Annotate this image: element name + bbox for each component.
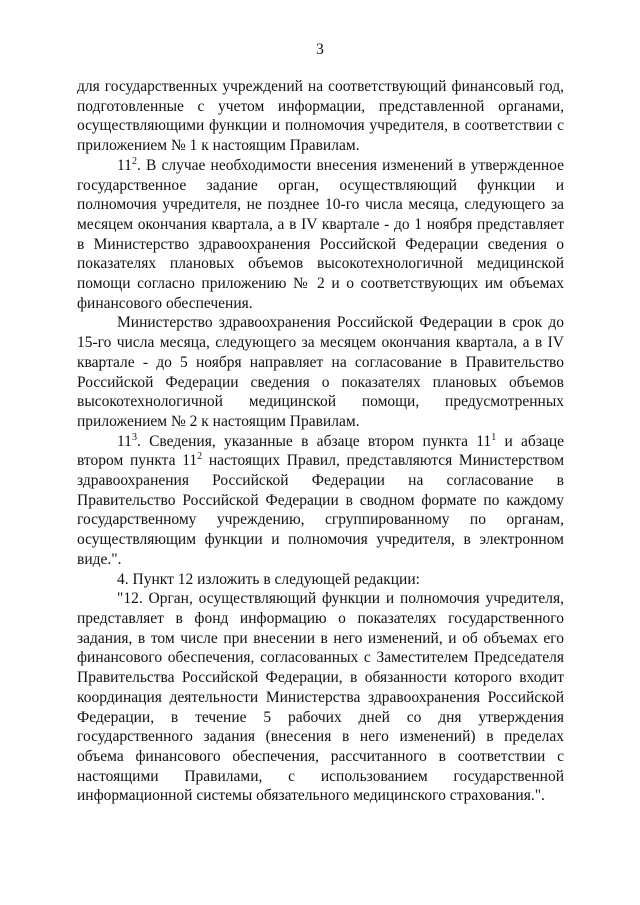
paragraph-clause-12 (77, 589, 564, 806)
text-run: "12. Орган, осуществляющий функции и полномочия учредителя, представляет в фонд информацию о показателях государственного задания, в том числе при внесении в него изменений, и об объемах его финансового обеспечения, согласованных с Заместителем Председателя Правительства Российской Федерации, в обязанности которого входит координация деятельности Министерства здравоохранения Российской Федерации, в течение 5 рабочих дней со дня утверждения государственного задания (внесения в него изменений) в пределах объема финансового обеспечения, рассчитанного в соответствии с настоящими Правилами, с использованием государственной информационной системы обязательного медицинского страхования.". (77, 590, 564, 805)
text-run: 11 (117, 156, 132, 174)
superscript: 2 (131, 155, 137, 167)
superscript: 1 (491, 431, 497, 443)
paragraph-clause-11-2 (77, 156, 564, 314)
paragraph-clause-11-3 (77, 432, 564, 570)
paragraph-continuation (77, 77, 564, 156)
page-number: 3 (316, 41, 324, 58)
text-run: Министерство здравоохранения Российской Федерации в срок до 15-го числа месяца, следующего за месяцем окончания квартала, а в IV квартале - до 5 ноября направляет на согласование в Правительство Российской Федерации сведения о показателях плановых объемов высокотехнологичной медицинской помощи, предусмотренных приложением № 2 к настоящим Правилам. (77, 314, 564, 430)
paragraph-ministry-approval (77, 313, 564, 431)
text-run: настоящих Правил, представляются Министерством здравоохранения Российской Федерации на согласование в Правительство Российской Федерации в сводном формате по каждому государственному учреждению, сгруппированному по органам, осуществляющим функции и полномочия учредителя, в электронном виде.". (77, 452, 565, 568)
paragraph-item-4 (77, 570, 564, 590)
text-run: . Сведения, указанные в абзаце втором пункта 11 (136, 432, 492, 450)
text-run: . В случае необходимости внесения изменений в утвержденное государственное задание орган, осуществляющий функции и полномочия учредителя, не позднее 10-го числа месяца, следующего за месяцем окончания квартала, а в IV квартале - до 1 ноября представляет в Министерство здравоохранения Российской Федерации сведения о показателях плановых объемов высокотехнологичной медицинской помощи согласно приложению № 2 и о соответствующих им объемах финансового обеспечения. (77, 156, 564, 312)
text-run: 11 (117, 432, 132, 450)
text-run: для государственных учреждений на соответствующий финансовый год, подготовленные с учетом информации, представленной органами, осуществляющими функции и полномочия учредителя, в соответствии с приложением № 1 к настоящим Правилам. (77, 78, 564, 155)
superscript: 3 (131, 431, 137, 443)
text-run: 4. Пункт 12 изложить в следующей редакции: (117, 570, 420, 588)
text-run: и абзаце втором пункта 11 (77, 432, 564, 470)
superscript: 2 (197, 451, 203, 463)
document-body (77, 77, 564, 806)
